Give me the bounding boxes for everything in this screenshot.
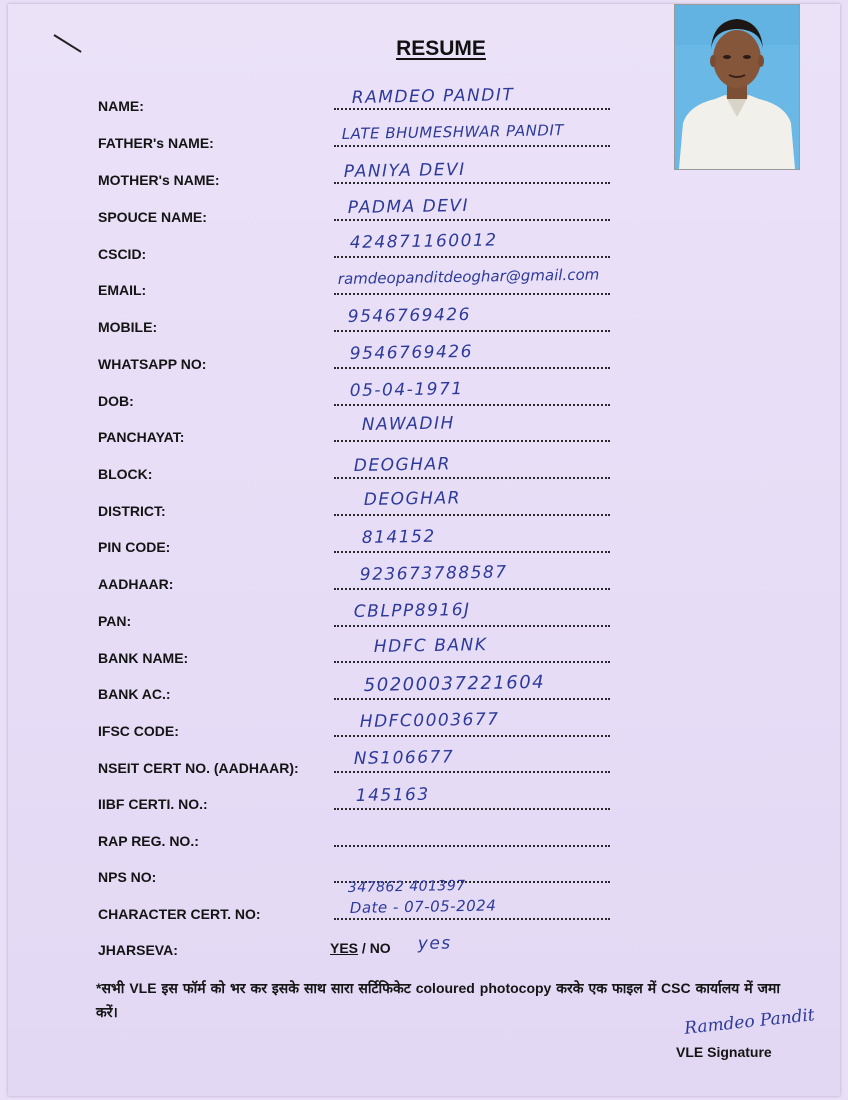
field-line-panchayat [334, 440, 610, 442]
field-label-iibf-cert: IIBF CERTI. NO.: [98, 796, 208, 812]
field-label-pin-code: PIN CODE: [98, 539, 171, 555]
field-value-dob: 05-04-1971 [349, 379, 464, 401]
field-value-nseit-cert: NS106677 [353, 747, 455, 769]
field-label-ifsc: IFSC CODE: [98, 723, 179, 739]
page-title: RESUME [396, 37, 486, 60]
field-line-ifsc [334, 735, 610, 737]
field-label-cscid: CSCID: [98, 246, 147, 262]
field-value-father-name: LATE BHUMESHWAR PANDIT [341, 121, 565, 143]
field-value-email: ramdeopanditdeoghar@gmail.com [337, 265, 600, 288]
field-line-mother-name [334, 182, 610, 184]
field-value-cscid: 424871160012 [349, 230, 498, 253]
field-line-name [334, 108, 610, 110]
field-line-mobile [334, 330, 610, 332]
field-label-panchayat: PANCHAYAT: [98, 429, 185, 445]
field-value-district: DEOGHAR [363, 488, 462, 510]
field-line-bank-name [334, 661, 610, 663]
field-value-spouse-name: PADMA DEVI [347, 195, 470, 218]
field-label-mother-name: MOTHER's NAME: [98, 172, 220, 188]
field-line-father-name [334, 145, 610, 147]
field-label-father-name: FATHER's NAME: [98, 135, 214, 151]
field-label-nps: NPS NO: [98, 869, 157, 885]
field-line-block [334, 477, 610, 479]
jharseva-yes-option: YES [330, 940, 359, 956]
field-label-character-cert: CHARACTER CERT. NO: [98, 906, 261, 922]
resume-page [8, 4, 840, 1096]
field-line-whatsapp [334, 367, 610, 369]
field-label-bank-ac: BANK AC.: [98, 686, 171, 702]
field-label-dob: DOB: [98, 393, 134, 409]
field-label-spouse-name: SPOUCE NAME: [98, 209, 207, 225]
field-label-bank-name: BANK NAME: [98, 650, 189, 666]
field-value-block: DEOGHAR [353, 454, 452, 476]
jharseva-no-option: NO [369, 940, 391, 956]
field-line-cscid [334, 256, 610, 258]
field-line-aadhaar [334, 588, 610, 590]
field-label-email: EMAIL: [98, 282, 147, 298]
field-value-mobile: 9546769426 [347, 304, 472, 327]
field-value-bank-ac: 50200037221604 [363, 671, 546, 696]
field-line-rap-reg [334, 845, 610, 847]
field-value-panchayat: NAWADIH [361, 413, 456, 435]
field-value-ifsc: HDFC0003677 [359, 709, 500, 732]
pen-mark [53, 34, 81, 53]
vle-signature: Ramdeo Pandit [683, 1005, 816, 1039]
field-value-pan: CBLPP8916J [353, 599, 471, 622]
field-line-email [334, 293, 610, 295]
field-line-pan [334, 625, 610, 627]
field-value-aadhaar: 923673788587 [359, 562, 508, 585]
character-cert-extra-value: 347862 401397 [347, 877, 466, 896]
field-label-aadhaar: AADHAAR: [98, 576, 174, 592]
field-label-whatsapp: WHATSAPP NO: [98, 356, 207, 372]
field-label-mobile: MOBILE: [98, 319, 158, 335]
field-line-dob [334, 404, 610, 406]
applicant-photo [674, 4, 800, 170]
applicant-photo-icon [675, 5, 799, 169]
field-label-block: BLOCK: [98, 466, 153, 482]
field-value-character-cert: Date - 07-05-2024 [349, 896, 497, 917]
field-value-whatsapp: 9546769426 [349, 341, 474, 364]
field-label-rap-reg: RAP REG. NO.: [98, 833, 199, 849]
field-label-district: DISTRICT: [98, 503, 166, 519]
field-value-bank-name: HDFC BANK [373, 635, 488, 657]
vle-signature-label: VLE Signature [676, 1044, 772, 1060]
field-value-name: RAMDEO PANDIT [351, 85, 515, 108]
field-line-pin-code [334, 551, 610, 553]
jharseva-handwritten-value: yes [417, 933, 452, 954]
field-label-pan: PAN: [98, 613, 132, 629]
field-line-bank-ac [334, 698, 610, 700]
field-label-name: NAME: [98, 98, 144, 114]
jharseva-separator: / [358, 940, 370, 956]
field-label-nseit-cert: NSEIT CERT NO. (AADHAAR): [98, 760, 299, 776]
instruction-note: *सभी VLE इस फॉर्म को भर कर इसके साथ सारा सर्टिफिकेट coloured photocopy करके एक फाइल में CSC कार्यालय में जमा करें। [96, 980, 780, 1020]
field-line-iibf-cert [334, 808, 610, 810]
field-value-mother-name: PANIYA DEVI [343, 159, 466, 182]
field-line-character-cert [334, 918, 610, 920]
field-line-spouse-name [334, 219, 610, 221]
field-line-district [334, 514, 610, 516]
field-value-iibf-cert: 145163 [355, 784, 430, 806]
jharseva-options [330, 940, 391, 956]
field-value-pin-code: 814152 [361, 526, 436, 548]
field-line-nseit-cert [334, 771, 610, 773]
field-label-jharseva: JHARSEVA: [98, 942, 178, 958]
